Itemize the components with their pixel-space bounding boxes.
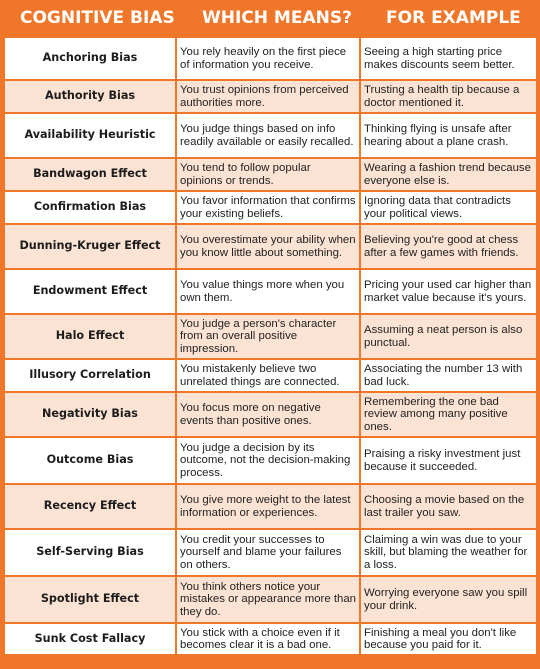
table-row bbox=[5, 576, 536, 623]
bias-example: Claiming a win was due to your skill, but blaming the weather for a loss. bbox=[360, 529, 536, 576]
bias-name: Availability Heuristic bbox=[5, 113, 176, 158]
table-header bbox=[0, 0, 540, 38]
bias-example: Pricing your used car higher than market value because it's yours. bbox=[360, 269, 536, 314]
bias-meaning: You value things more when you own them. bbox=[176, 269, 360, 314]
bias-name: Spotlight Effect bbox=[5, 576, 176, 623]
bias-meaning: You give more weight to the latest information or experiences. bbox=[176, 484, 360, 529]
bias-example: Remembering the one bad review among many positive ones. bbox=[360, 392, 536, 437]
bias-meaning: You rely heavily on the first piece of information you receive. bbox=[176, 38, 360, 80]
table-row bbox=[5, 484, 536, 529]
bias-name: Negativity Bias bbox=[5, 392, 176, 437]
bias-name: Endowment Effect bbox=[5, 269, 176, 314]
bias-meaning: You think others notice your mistakes or appearance more than they do. bbox=[176, 576, 360, 623]
table-row bbox=[5, 529, 536, 576]
table-row bbox=[5, 158, 536, 191]
bias-meaning: You mistakenly believe two unrelated things are connected. bbox=[176, 359, 360, 392]
bias-example: Choosing a movie based on the last trailer you saw. bbox=[360, 484, 536, 529]
bias-name: Confirmation Bias bbox=[5, 191, 176, 224]
header-which-means: WHICH MEANS? bbox=[202, 8, 352, 28]
bias-example: Worrying everyone saw you spill your drink. bbox=[360, 576, 536, 623]
table-row bbox=[5, 623, 536, 655]
bias-name: Halo Effect bbox=[5, 314, 176, 359]
bias-meaning: You overestimate your ability when you know little about something. bbox=[176, 224, 360, 269]
bias-example: Believing you're good at chess after a few games with friends. bbox=[360, 224, 536, 269]
header-for-example: FOR EXAMPLE bbox=[386, 8, 521, 28]
bias-name: Sunk Cost Fallacy bbox=[5, 623, 176, 655]
header-cognitive-bias: COGNITIVE BIAS bbox=[20, 8, 175, 28]
bias-meaning: You judge a person's character from an overall positive impression. bbox=[176, 314, 360, 359]
table-row bbox=[5, 314, 536, 359]
table-row bbox=[5, 113, 536, 158]
table-row bbox=[5, 80, 536, 113]
table-row bbox=[5, 392, 536, 437]
bias-meaning: You focus more on negative events than positive ones. bbox=[176, 392, 360, 437]
bias-name: Anchoring Bias bbox=[5, 38, 176, 80]
bias-meaning: You judge things based on info readily available or easily recalled. bbox=[176, 113, 360, 158]
bias-meaning: You stick with a choice even if it becomes clear it is a bad one. bbox=[176, 623, 360, 655]
table-row bbox=[5, 359, 536, 392]
bias-name: Bandwagon Effect bbox=[5, 158, 176, 191]
bias-meaning: You judge a decision by its outcome, not the decision-making process. bbox=[176, 437, 360, 484]
bias-example: Assuming a neat person is also punctual. bbox=[360, 314, 536, 359]
bias-name: Dunning-Kruger Effect bbox=[5, 224, 176, 269]
table-row bbox=[5, 191, 536, 224]
bias-example: Associating the number 13 with bad luck. bbox=[360, 359, 536, 392]
bias-meaning: You favor information that confirms your existing beliefs. bbox=[176, 191, 360, 224]
bias-example: Thinking flying is unsafe after hearing about a plane crash. bbox=[360, 113, 536, 158]
bias-example: Praising a risky investment just because it succeeded. bbox=[360, 437, 536, 484]
table-row bbox=[5, 437, 536, 484]
bias-name: Recency Effect bbox=[5, 484, 176, 529]
bias-meaning: You credit your successes to yourself and blame your failures on others. bbox=[176, 529, 360, 576]
bias-example: Finishing a meal you don't like because you paid for it. bbox=[360, 623, 536, 655]
table-row bbox=[5, 38, 536, 80]
bias-name: Outcome Bias bbox=[5, 437, 176, 484]
bias-meaning: You trust opinions from perceived authorities more. bbox=[176, 80, 360, 113]
bias-example: Seeing a high starting price makes discounts seem better. bbox=[360, 38, 536, 80]
bias-example: Trusting a health tip because a doctor mentioned it. bbox=[360, 80, 536, 113]
bias-example: Wearing a fashion trend because everyone else is. bbox=[360, 158, 536, 191]
bias-name: Self-Serving Bias bbox=[5, 529, 176, 576]
table-row bbox=[5, 269, 536, 314]
bias-name: Authority Bias bbox=[5, 80, 176, 113]
table-row bbox=[5, 224, 536, 269]
bias-example: Ignoring data that contradicts your political views. bbox=[360, 191, 536, 224]
bias-meaning: You tend to follow popular opinions or trends. bbox=[176, 158, 360, 191]
bias-table bbox=[5, 38, 536, 656]
footer-strip bbox=[0, 661, 540, 669]
bias-name: Illusory Correlation bbox=[5, 359, 176, 392]
